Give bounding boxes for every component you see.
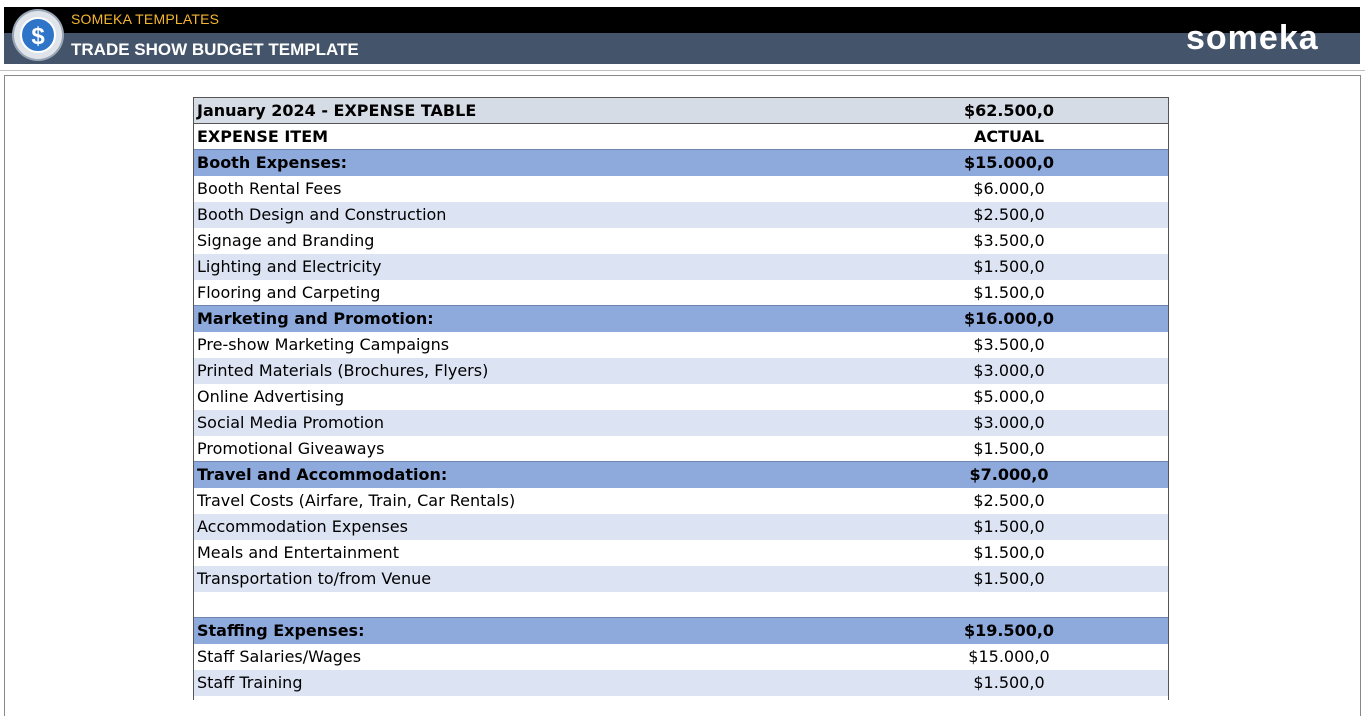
- row-label[interactable]: Meals and Entertainment: [193, 540, 849, 566]
- page-title: TRADE SHOW BUDGET TEMPLATE: [71, 40, 359, 59]
- category-row: [193, 306, 1169, 332]
- row-value[interactable]: $1.500,0: [849, 540, 1169, 566]
- row-label[interactable]: Online Advertising: [193, 384, 849, 410]
- column-header-row: [193, 124, 1169, 150]
- table-row: [193, 228, 1169, 254]
- table-row: [193, 540, 1169, 566]
- row-value[interactable]: $2.500,0: [849, 202, 1169, 228]
- row-value[interactable]: $19.500,0: [849, 618, 1169, 644]
- row-value[interactable]: $1.500,0: [849, 514, 1169, 540]
- table-row: [193, 670, 1169, 696]
- row-label[interactable]: Social Media Promotion: [193, 410, 849, 436]
- row-label[interactable]: Travel Costs (Airfare, Train, Car Rentals): [193, 488, 849, 514]
- row-value[interactable]: $3.000,0: [849, 358, 1169, 384]
- table-row: [193, 644, 1169, 670]
- row-value[interactable]: $15.000,0: [849, 644, 1169, 670]
- category-row: [193, 150, 1169, 176]
- table-row: [193, 488, 1169, 514]
- someka-logo[interactable]: someka: [1186, 19, 1319, 57]
- row-value[interactable]: $3.500,0: [849, 332, 1169, 358]
- row-label[interactable]: [193, 592, 849, 618]
- row-label[interactable]: Booth Rental Fees: [193, 176, 849, 202]
- banner-divider: [0, 70, 1365, 71]
- row-value[interactable]: [849, 592, 1169, 618]
- row-value[interactable]: $1.500,0: [849, 670, 1169, 696]
- empty-row: [193, 592, 1169, 618]
- row-value[interactable]: $3.500,0: [849, 228, 1169, 254]
- row-label[interactable]: Promotional Giveaways: [193, 436, 849, 462]
- row-label[interactable]: Flooring and Carpeting: [193, 280, 849, 306]
- table-row: [193, 176, 1169, 202]
- table-header-row: [193, 98, 1169, 124]
- table-row: [193, 514, 1169, 540]
- row-label[interactable]: Staff Salaries/Wages: [193, 644, 849, 670]
- row-value[interactable]: $5.000,0: [849, 384, 1169, 410]
- row-value[interactable]: $6.000,0: [849, 176, 1169, 202]
- row-value[interactable]: $15.000,0: [849, 150, 1169, 176]
- row-value[interactable]: $1.500,0: [849, 254, 1169, 280]
- row-label[interactable]: Staff Training: [193, 670, 849, 696]
- row-value[interactable]: $1.500,0: [849, 280, 1169, 306]
- row-label[interactable]: Transportation to/from Venue: [193, 566, 849, 592]
- table-title[interactable]: January 2024 - EXPENSE TABLE: [193, 98, 849, 124]
- expense-table: [193, 97, 1169, 696]
- table-row: [193, 358, 1169, 384]
- row-value[interactable]: $1.500,0: [849, 566, 1169, 592]
- row-label[interactable]: Booth Design and Construction: [193, 202, 849, 228]
- dollar-sign-glyph: $: [20, 17, 56, 53]
- table-row: [193, 436, 1169, 462]
- row-value[interactable]: $1.500,0: [849, 436, 1169, 462]
- row-label[interactable]: Signage and Branding: [193, 228, 849, 254]
- brand-label: SOMEKA TEMPLATES: [71, 11, 220, 27]
- table-row: [193, 280, 1169, 306]
- row-label[interactable]: Staffing Expenses:: [193, 618, 849, 644]
- row-label[interactable]: Lighting and Electricity: [193, 254, 849, 280]
- row-label[interactable]: Pre-show Marketing Campaigns: [193, 332, 849, 358]
- column-header-item[interactable]: EXPENSE ITEM: [193, 124, 849, 150]
- category-row: [193, 618, 1169, 644]
- row-value[interactable]: $3.000,0: [849, 410, 1169, 436]
- table-row: [193, 410, 1169, 436]
- table-total[interactable]: $62.500,0: [849, 98, 1169, 124]
- table-row: [193, 202, 1169, 228]
- table-row: [193, 566, 1169, 592]
- column-header-actual[interactable]: ACTUAL: [849, 124, 1169, 150]
- table-row: [193, 384, 1169, 410]
- dollar-icon: [14, 11, 62, 59]
- row-value[interactable]: $7.000,0: [849, 462, 1169, 488]
- row-label[interactable]: Accommodation Expenses: [193, 514, 849, 540]
- table-row: [193, 254, 1169, 280]
- row-label[interactable]: Marketing and Promotion:: [193, 306, 849, 332]
- title-banner: [0, 0, 1365, 70]
- row-value[interactable]: $2.500,0: [849, 488, 1169, 514]
- category-row: [193, 462, 1169, 488]
- row-label[interactable]: Printed Materials (Brochures, Flyers): [193, 358, 849, 384]
- row-label[interactable]: Booth Expenses:: [193, 150, 849, 176]
- table-row: [193, 332, 1169, 358]
- row-label[interactable]: Travel and Accommodation:: [193, 462, 849, 488]
- row-value[interactable]: $16.000,0: [849, 306, 1169, 332]
